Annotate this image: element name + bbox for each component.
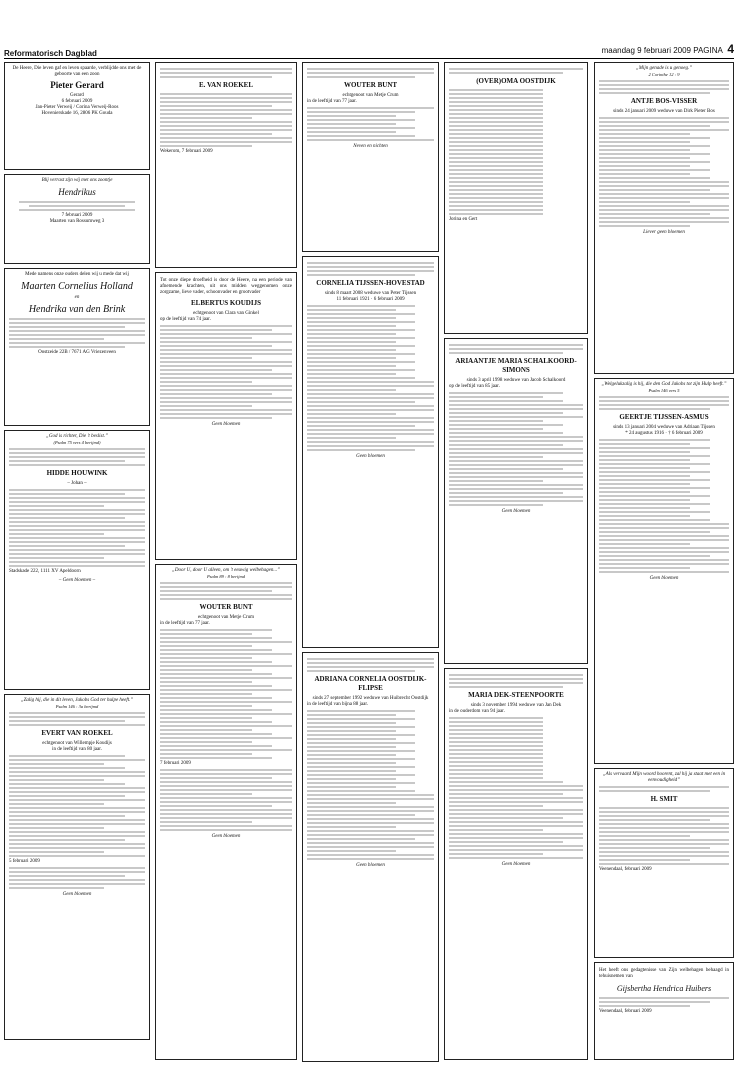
closing-note: Geen bloemen	[62, 891, 92, 897]
obituary-verse: „Welgelukzalig is hij, die den God Jakobs tot zijn Hulp heeft.”	[601, 382, 727, 387]
closing-note: Geen bloemen	[649, 575, 679, 581]
obituary-date: 5 februari 2009	[9, 858, 40, 864]
verse-reference: 2 Corinthe 12 : 9	[648, 72, 680, 77]
closing-note: Geen bloemen	[356, 863, 385, 868]
obituary-intro: Het heeft ons gedagtenisse van Zijn welbehagen behaagd in tehuisnemen van	[599, 968, 729, 979]
text-lines	[307, 68, 434, 78]
obituary	[444, 62, 588, 334]
closing-note: Liever geen bloemen	[643, 229, 685, 235]
deceased-name: EVERT VAN ROEKEL	[41, 728, 113, 737]
announcement-intro: Blij verrast zijn wij met ons zoontje	[41, 178, 113, 183]
obituary	[594, 962, 734, 1060]
obituary	[302, 256, 439, 648]
deceased-subtitle: sinds 3 april 1998 weduwe van Jacob Schalkoord	[466, 378, 566, 383]
text-lines	[307, 658, 434, 672]
address: Hovenierskade 16, 2806 PK Gouda	[41, 111, 113, 116]
deceased-subtitle: echtgenoot van Metje Crum	[342, 93, 399, 98]
obituary	[155, 564, 297, 1060]
text-lines	[160, 582, 292, 600]
deceased-subtitle: – Johan –	[67, 480, 87, 486]
deceased-name: WOUTER BUNT	[199, 602, 253, 611]
obituary-verse: „Als vervaard Mijn woord hoorent, zal hij ja staat met een in eenvoudigheid”	[602, 772, 726, 783]
deceased-age: op de leeftijd van 85 jaar.	[449, 384, 500, 389]
obituary	[302, 62, 439, 252]
text-lines	[9, 201, 145, 211]
verse-reference: Psalm 146 : 3a berijmd	[55, 704, 99, 709]
text-lines	[449, 89, 583, 215]
obituary	[4, 694, 150, 1040]
groom-name: Maarten Cornelius Holland	[21, 281, 133, 292]
life-dates: 11 februari 1921 · 6 februari 2009	[336, 297, 405, 302]
text-lines	[449, 68, 583, 74]
verse-reference: Psalm 146 vers 5	[648, 388, 680, 393]
obituary	[594, 62, 734, 374]
newspaper-name: Reformatorisch Dagblad	[4, 49, 97, 58]
closing-note: Geen bloemen	[356, 454, 385, 459]
deceased-subtitle: sinds 27 september 1992 weduwe van Huibrecht Oostdijk	[312, 696, 429, 701]
deceased-age: in de leeftijd van 80 jaar.	[52, 746, 102, 752]
text-lines	[449, 392, 583, 506]
closing-note: Veenendaal, februari 2009	[599, 867, 652, 872]
closing-note: Geen bloemen	[501, 862, 531, 867]
verse-reference: (Psalm 75 vers 4 berijmd)	[53, 440, 101, 445]
birth-announcement	[4, 174, 150, 264]
obituary-date: 7 februari 2009	[160, 760, 191, 766]
obituary-intro: Tot onze diepe droefheid is door de Heere, na een periode van afnemende krachten, uit ons midden weggenomen onze zorgzame, lieve vader, schoonvader en grootvader	[160, 278, 292, 295]
deceased-name: CORNELIA TIJSSEN-HOVESTAD	[316, 279, 425, 287]
text-lines	[9, 318, 145, 348]
closing-note: Geen bloemen	[211, 833, 241, 839]
text-lines	[449, 717, 583, 859]
obituary-place-date: Wekerom, 7 februari 2009	[160, 149, 213, 154]
text-lines	[160, 769, 292, 831]
issue-date: maandag 9 februari 2009 PAGINA	[601, 46, 723, 55]
column-3	[302, 62, 439, 1060]
given-name: Gerard	[70, 93, 84, 98]
deceased-subtitle: sinds 13 januari 2004 weduwe van Adriaan Tijssen	[613, 424, 715, 430]
deceased-subtitle: echtgenoot van Willempje Koudijs	[42, 740, 112, 746]
deceased-name: E. VAN ROEKEL	[198, 81, 253, 89]
deceased-name: H. SMIT	[650, 795, 678, 803]
obituary-verse: „Zalig hij, die in dit leven, Jakobs God ter hulpe heeft.”	[20, 698, 134, 703]
obituary	[302, 652, 439, 1062]
deceased-age: in de leeftijd van 77 jaar.	[307, 99, 357, 104]
closing-note: Geen bloemen	[211, 422, 241, 427]
text-lines	[9, 867, 145, 889]
deceased-subtitle: echtgenoot van Metje Crum	[198, 614, 254, 620]
obituary-date: Veenendaal, februari 2009	[599, 1009, 652, 1014]
text-lines	[9, 489, 145, 567]
text-lines	[449, 674, 583, 688]
deceased-name: WOUTER BUNT	[343, 81, 398, 89]
deceased-age: in de leeftijd van bijna 88 jaar.	[307, 702, 368, 707]
text-lines	[9, 755, 145, 857]
deceased-age: in de ouderdom van 94 jaar.	[449, 709, 505, 714]
date-and-page	[602, 40, 734, 58]
child-name: Hendrikus	[58, 187, 96, 197]
text-lines	[307, 262, 434, 276]
text-lines	[160, 68, 292, 78]
column-4	[444, 62, 588, 1060]
obituary	[155, 62, 297, 268]
text-lines	[307, 710, 434, 860]
closing-note: Jorina en Gert	[449, 217, 478, 222]
text-lines	[599, 997, 729, 1007]
column-2	[155, 62, 297, 1060]
address: Maarten van Rossumweg 3	[49, 219, 105, 224]
obituary-verse: „God is richter, Die 't beslist.”	[46, 434, 108, 439]
conjunction: en	[74, 295, 80, 300]
birth-date: 7 februari 2009	[61, 213, 93, 218]
address: Oostzeide 22B / 7671 AG Vriezenveen	[38, 350, 116, 355]
text-lines	[449, 344, 583, 354]
deceased-subtitle: echtgenoot van Clara van Ginkel	[193, 311, 259, 316]
text-lines	[160, 93, 292, 147]
text-lines	[599, 786, 729, 792]
obituary	[594, 768, 734, 958]
text-lines	[599, 396, 729, 410]
closing-note: Geen bloemen	[501, 509, 531, 514]
obituary	[444, 668, 588, 1060]
deceased-subtitle: sinds 24 januari 2009 weduwe van Dirk Pieter Bos	[613, 108, 715, 114]
obituary-verse: „Door U, door U alleen, om 't eeuwig welbehagen...”	[172, 568, 280, 573]
closing-note: Neven en nichten	[353, 144, 388, 149]
obituary	[444, 338, 588, 664]
deceased-name: ANTJE BOS-VISSER	[630, 96, 698, 105]
text-lines	[160, 325, 292, 419]
announcement-intro: Mede namens onze ouders delen wij u mede dat wij	[25, 272, 129, 277]
text-lines	[599, 439, 729, 573]
deceased-age: op de leeftijd van 74 jaar.	[160, 317, 211, 322]
deceased-age: in de leeftijd van 77 jaar.	[160, 620, 210, 626]
text-lines	[307, 107, 434, 141]
deceased-name: GEERTJE TIJSSEN-ASMUS	[619, 412, 709, 421]
text-lines	[160, 629, 292, 759]
birth-announcement	[4, 62, 150, 170]
column-1	[4, 62, 150, 1060]
deceased-name: MARIA DEK-STEENPOORTE	[468, 691, 564, 699]
obituary-verse: „Mijn genade is u genoeg.”	[636, 66, 692, 71]
text-lines	[9, 712, 145, 726]
deceased-name: ELBERTUS KOUDIJS	[191, 299, 261, 307]
child-name: Pieter Gerard	[50, 80, 104, 90]
verse-reference: Psalm 89 : 8 berijmd	[207, 574, 245, 579]
birth-date: 6 februari 2009	[61, 99, 93, 104]
text-lines	[599, 807, 729, 865]
deceased-subtitle: sinds 8 maart 2008 weduwe van Peter Tijssen	[324, 291, 417, 296]
parents: Jan-Pieter Verweij / Corina Verweij-Roos	[35, 105, 119, 110]
closing-note: – Geen bloemen –	[58, 577, 96, 583]
text-lines	[307, 305, 434, 451]
page-number: 4	[727, 42, 734, 56]
deceased-subtitle: sinds 3 november 1994 weduwe van Jan Dek	[470, 703, 562, 708]
text-lines	[599, 80, 729, 94]
deceased-name: ARIAANTJE MARIA SCHALKOORD-SIMONS	[455, 357, 577, 374]
bride-name: Hendrika van den Brink	[28, 304, 126, 315]
page-header	[4, 44, 734, 59]
text-lines	[9, 448, 145, 466]
deceased-name: (OVER)OMA OOSTDIJK	[476, 77, 556, 85]
address: Stadskade 222, 1111 XV Apeldoorn	[9, 568, 81, 574]
deceased-name: HIDDE HOUWINK	[46, 468, 108, 477]
text-lines	[599, 117, 729, 227]
obituary	[594, 378, 734, 764]
deceased-name: ADRIANA CORNELIA OOSTDIJK-FLIPSE	[314, 675, 427, 692]
deceased-name: Gijsbertha Hendrica Huibers	[616, 984, 712, 993]
life-dates: * 24 augustus 1916 · † 6 februari 2009	[625, 430, 703, 436]
obituary	[155, 272, 297, 560]
wedding-announcement	[4, 268, 150, 426]
announcement-verse: De Heere, Die leven gaf en leven spaarde, verblijdde ons met de geboorte van een zoon	[12, 66, 142, 77]
obituary	[4, 430, 150, 690]
column-5	[594, 62, 734, 1060]
